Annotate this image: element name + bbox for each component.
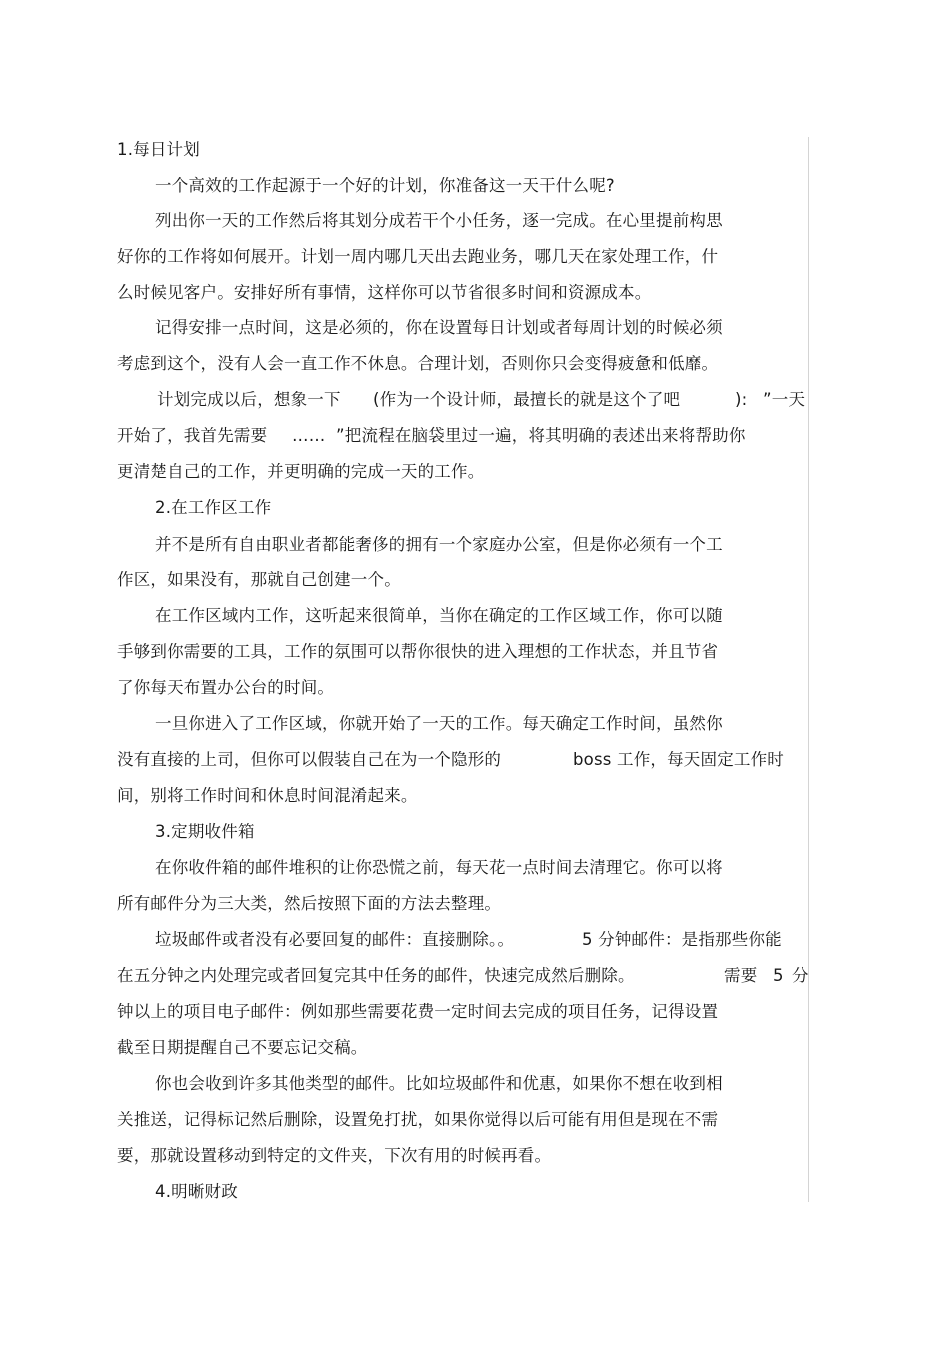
text-segment: 在五分钟之内处理完或者回复完其中任务的邮件，快速完成然后删除。 (117, 966, 635, 985)
paragraph-line: 所有邮件分为三大类，然后按照下面的方法去整理。 (117, 894, 502, 913)
paragraph-line: 在你收件箱的邮件堆积的让你恐慌之前，每天花一点时间去清理它。你可以将 (155, 858, 723, 877)
text-segment: (作为一个设计师，最擅长的就是这个了吧 (373, 390, 681, 409)
paragraph-line: 考虑到这个，没有人会一直工作不休息。合理计划，否则你只会变得疲惫和低靡。 (117, 354, 719, 373)
paragraph-line: 钟以上的项目电子邮件：例如那些需要花费一定时间去完成的项目任务，记得设置 (117, 1002, 719, 1021)
paragraph-line: 列出你一天的工作然后将其划分成若干个小任务，逐一完成。在心里提前构思 (155, 211, 723, 230)
text-segment: 垃圾邮件或者没有必要回复的邮件：直接删除。。 (155, 930, 515, 949)
paragraph-line: 作区，如果没有，那就自己创建一个。 (117, 570, 401, 589)
paragraph-line: 关推送，记得标记然后删除，设置免打扰，如果你觉得以后可能有用但是现在不需 (117, 1110, 719, 1129)
paragraph-line: 更清楚自己的工作，并更明确的完成一天的工作。 (117, 462, 485, 481)
text-segment: ): (735, 390, 748, 409)
text-segment: 开始了，我首先需要 (117, 426, 268, 445)
paragraph-line: 一个高效的工作起源于一个好的计划，你准备这一天干什么呢? (155, 176, 615, 195)
paragraph-line: 间，别将工作时间和休息时间混淆起来。 (117, 786, 418, 805)
section-heading-2: 2.在工作区工作 (155, 498, 272, 517)
text-segment: 5 (773, 966, 784, 985)
text-segment: boss 工作，每天固定工作时 (573, 750, 785, 769)
text-segment: …… (292, 426, 326, 445)
paragraph-line: 么时候见客户。安排好所有事情，这样你可以节省很多时间和资源成本。 (117, 283, 652, 302)
section-heading-3: 3.定期收件箱 (155, 822, 255, 841)
section-heading-4: 4.明晰财政 (155, 1182, 238, 1201)
text-segment: 5 分钟邮件：是指那些你能 (582, 930, 782, 949)
paragraph-line: 截至日期提醒自己不要忘记交稿。 (117, 1038, 368, 1057)
paragraph-line: 并不是所有自由职业者都能奢侈的拥有一个家庭办公室，但是你必须有一个工 (155, 535, 723, 554)
text-segment: 分 (792, 966, 809, 985)
section-heading-1: 1.每日计划 (117, 140, 200, 159)
paragraph-line: 要，那就设置移动到特定的文件夹，下次有用的时候再看。 (117, 1146, 552, 1165)
text-segment: 没有直接的上司，但你可以假装自己在为一个隐形的 (117, 750, 502, 769)
paragraph-line: 记得安排一点时间，这是必须的，你在设置每日计划或者每周计划的时候必须 (155, 318, 723, 337)
paragraph-line: 手够到你需要的工具，工作的氛围可以帮你很快的进入理想的工作状态，并且节省 (117, 642, 719, 661)
text-segment: ”把流程在脑袋里过一遍，将其明确的表述出来将帮助你 (336, 426, 746, 445)
text-segment: 需要 (724, 966, 758, 985)
paragraph-line: 了你每天布置办公台的时间。 (117, 678, 335, 697)
text-segment: ”一天 (763, 390, 806, 409)
margin-rule (808, 137, 809, 1202)
paragraph-line: 一旦你进入了工作区域，你就开始了一天的工作。每天确定工作时间，虽然你 (155, 714, 723, 733)
text-segment: 计划完成以后，想象一下 (157, 390, 341, 409)
paragraph-line: 好你的工作将如何展开。计划一周内哪几天出去跑业务，哪几天在家处理工作，什 (117, 247, 719, 266)
paragraph-line: 在工作区域内工作，这听起来很简单，当你在确定的工作区域工作，你可以随 (155, 606, 723, 625)
paragraph-line: 你也会收到许多其他类型的邮件。比如垃圾邮件和优惠，如果你不想在收到相 (155, 1074, 723, 1093)
